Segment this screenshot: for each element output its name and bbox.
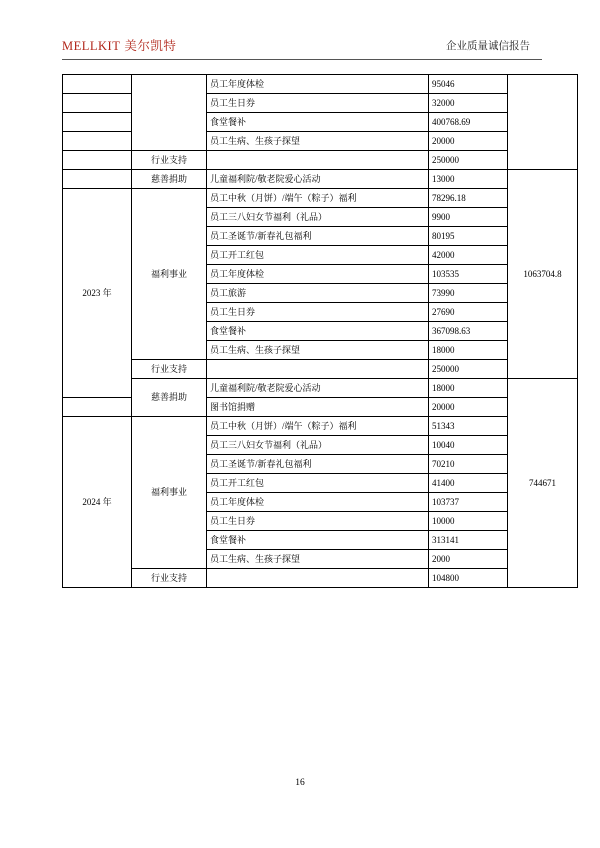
cell-item: 员工三八妇女节福利（礼品） xyxy=(207,208,429,227)
cell-item: 员工生病、生孩子探望 xyxy=(207,341,429,360)
cell-item: 食堂餐补 xyxy=(207,113,429,132)
cell-amount: 10040 xyxy=(429,436,508,455)
cell-item: 员工开工红包 xyxy=(207,246,429,265)
cell-item: 员工年度体检 xyxy=(207,493,429,512)
cell-item: 员工年度体检 xyxy=(207,265,429,284)
brand-name-en: MELLKIT xyxy=(62,39,121,53)
social-contribution-table xyxy=(62,74,578,588)
cell-category: 慈善捐助 xyxy=(132,379,207,417)
data-table-container xyxy=(62,74,562,588)
cell-amount: 9900 xyxy=(429,208,508,227)
cell-item: 员工三八妇女节福利（礼品） xyxy=(207,436,429,455)
cell-category: 福利事业 xyxy=(132,417,207,569)
cell-amount: 2000 xyxy=(429,550,508,569)
cell-amount: 41400 xyxy=(429,474,508,493)
cell-amount: 20000 xyxy=(429,398,508,417)
cell-category: 福利事业 xyxy=(132,189,207,360)
cell-item xyxy=(207,569,429,588)
cell-amount: 18000 xyxy=(429,341,508,360)
table-row xyxy=(63,569,578,588)
cell-item: 食堂餐补 xyxy=(207,531,429,550)
cell-item: 员工生日券 xyxy=(207,303,429,322)
table-row xyxy=(63,379,578,398)
cell-item: 儿童福利院/敬老院爱心活动 xyxy=(207,170,429,189)
cell-amount: 250000 xyxy=(429,151,508,170)
cell-item: 员工开工红包 xyxy=(207,474,429,493)
cell-item: 员工生日券 xyxy=(207,94,429,113)
cell-amount: 78296.18 xyxy=(429,189,508,208)
cell-amount: 103737 xyxy=(429,493,508,512)
table-body xyxy=(63,75,578,588)
document-title: 企业质量诚信报告 xyxy=(446,41,530,52)
cell-amount: 20000 xyxy=(429,132,508,151)
cell-amount: 13000 xyxy=(429,170,508,189)
table-row xyxy=(63,360,578,379)
cell-year: 2023 年 xyxy=(63,189,132,398)
cell-item xyxy=(207,151,429,170)
cell-year xyxy=(63,113,132,132)
table-row xyxy=(63,417,578,436)
cell-item: 员工生病、生孩子探望 xyxy=(207,132,429,151)
cell-total: 744671 xyxy=(508,379,578,588)
cell-amount: 103535 xyxy=(429,265,508,284)
cell-amount: 367098.63 xyxy=(429,322,508,341)
cell-item: 员工中秋（月饼）/端午（粽子）福利 xyxy=(207,417,429,436)
cell-amount: 95046 xyxy=(429,75,508,94)
cell-amount: 400768.69 xyxy=(429,113,508,132)
cell-category: 行业支持 xyxy=(132,360,207,379)
cell-amount: 80195 xyxy=(429,227,508,246)
table-row xyxy=(63,170,578,189)
table-row xyxy=(63,151,578,170)
cell-total xyxy=(508,75,578,170)
cell-total: 1063704.8 xyxy=(508,170,578,379)
brand-mark xyxy=(62,36,176,54)
cell-category: 行业支持 xyxy=(132,151,207,170)
cell-item: 员工生日券 xyxy=(207,512,429,531)
cell-item: 员工生病、生孩子探望 xyxy=(207,550,429,569)
page-number: 16 xyxy=(295,778,305,788)
cell-item: 员工年度体检 xyxy=(207,75,429,94)
cell-item xyxy=(207,360,429,379)
cell-amount: 10000 xyxy=(429,512,508,531)
cell-amount: 70210 xyxy=(429,455,508,474)
cell-amount: 313141 xyxy=(429,531,508,550)
cell-year xyxy=(63,170,132,189)
cell-item: 员工中秋（月饼）/端午（粽子）福利 xyxy=(207,189,429,208)
brand-name-cn: 美尔凯特 xyxy=(124,39,177,53)
cell-amount: 51343 xyxy=(429,417,508,436)
cell-item: 图书馆捐赠 xyxy=(207,398,429,417)
table-row xyxy=(63,189,578,208)
cell-year xyxy=(63,132,132,151)
cell-amount: 32000 xyxy=(429,94,508,113)
cell-category: 行业支持 xyxy=(132,569,207,588)
cell-amount: 73990 xyxy=(429,284,508,303)
cell-year: 2024 年 xyxy=(63,417,132,588)
cell-amount: 42000 xyxy=(429,246,508,265)
cell-category xyxy=(132,75,207,151)
page-header xyxy=(62,36,542,60)
cell-item: 员工旅游 xyxy=(207,284,429,303)
cell-year xyxy=(63,398,132,417)
cell-item: 员工圣诞节/新春礼包福利 xyxy=(207,227,429,246)
cell-item: 员工圣诞节/新春礼包福利 xyxy=(207,455,429,474)
cell-category: 慈善捐助 xyxy=(132,170,207,189)
cell-amount: 18000 xyxy=(429,379,508,398)
cell-item: 食堂餐补 xyxy=(207,322,429,341)
cell-amount: 27690 xyxy=(429,303,508,322)
cell-item: 儿童福利院/敬老院爱心活动 xyxy=(207,379,429,398)
cell-amount: 250000 xyxy=(429,360,508,379)
cell-amount: 104800 xyxy=(429,569,508,588)
table-row xyxy=(63,75,578,94)
cell-year xyxy=(63,94,132,113)
cell-year xyxy=(63,75,132,94)
cell-year xyxy=(63,151,132,170)
